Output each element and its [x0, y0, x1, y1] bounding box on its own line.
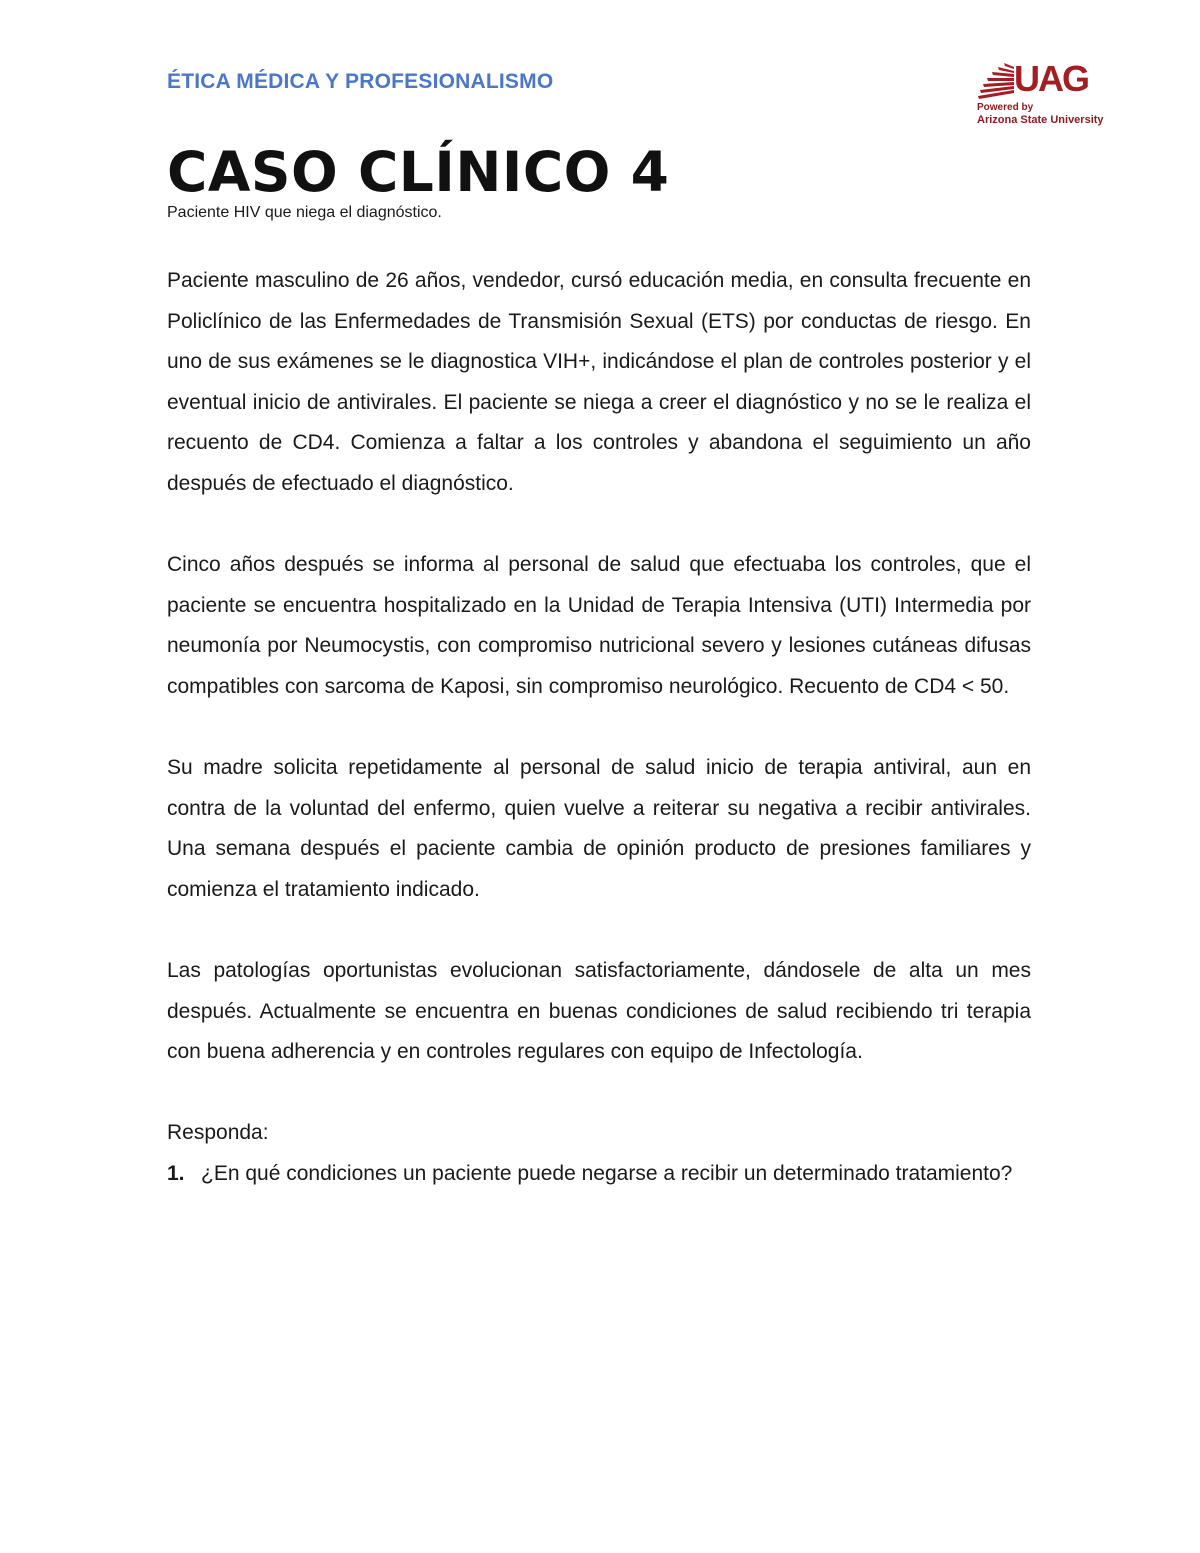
- question-text: ¿En qué condiciones un paciente puede negarse a recibir un determinado tratamiento?: [201, 1162, 1013, 1186]
- paragraph: Las patologías oportunistas evolucionan satisfactoriamente, dándosele de alta un mes después. Actualmente se encuentra en buenas condiciones de salud recibiendo tri terapia con buena adherencia y en controles regulares con equipo de Infectología.: [167, 959, 1031, 1064]
- paragraph: Paciente masculino de 26 años, vendedor, cursó educación media, en consulta frecuente en Policlínico de las Enfermedades de Transmisión Sexual (ETS) por conductas de riesgo. En uno de sus exámenes se le diagnostica VIH+, indicándose el plan de controles posterior y el eventual inicio de antivirales. El paciente se niega a creer el diagnóstico y no se le realiza el recuento de CD4. Comienza a faltar a los controles y abandona el seguimiento un año después de efectuado el diagnóstico.: [167, 269, 1031, 495]
- case-subtitle: Paciente HIV que niega el diagnóstico.: [167, 204, 442, 221]
- question-number: 1.: [167, 1162, 185, 1186]
- logo-wordmark: UAG: [1014, 58, 1088, 99]
- respond-label: Responda:: [167, 1121, 269, 1145]
- case-title: CASO CLÍNICO 4: [167, 140, 670, 204]
- paragraph: Cinco años después se informa al personal de salud que efectuaba los controles, que el paciente se encuentra hospitalizado en la Unidad de Terapia Intensiva (UTI) Intermedia por neumonía por Neumocystis, con compromiso nutricional severo y lesiones cutáneas difusas compatibles con sarcoma de Kaposi, sin compromiso neurológico. Recuento de CD4 < 50.: [167, 553, 1031, 698]
- paragraph: Su madre solicita repetidamente al personal de salud inicio de terapia antiviral, aun en contra de la voluntad del enfermo, quien vuelve a reiterar su negativa a recibir antivirales. Una semana después el paciente cambia de opinión producto de presiones familiares y comienza el tratamiento indicado.: [167, 756, 1031, 901]
- logo-powered-by: Powered by: [977, 102, 1034, 113]
- uag-logo: [974, 60, 1104, 130]
- logo-partner: Arizona State University: [977, 114, 1104, 126]
- course-title: ÉTICA MÉDICA Y PROFESIONALISMO: [167, 70, 554, 93]
- question-item: [167, 1154, 1031, 1195]
- case-body: [167, 261, 1031, 1195]
